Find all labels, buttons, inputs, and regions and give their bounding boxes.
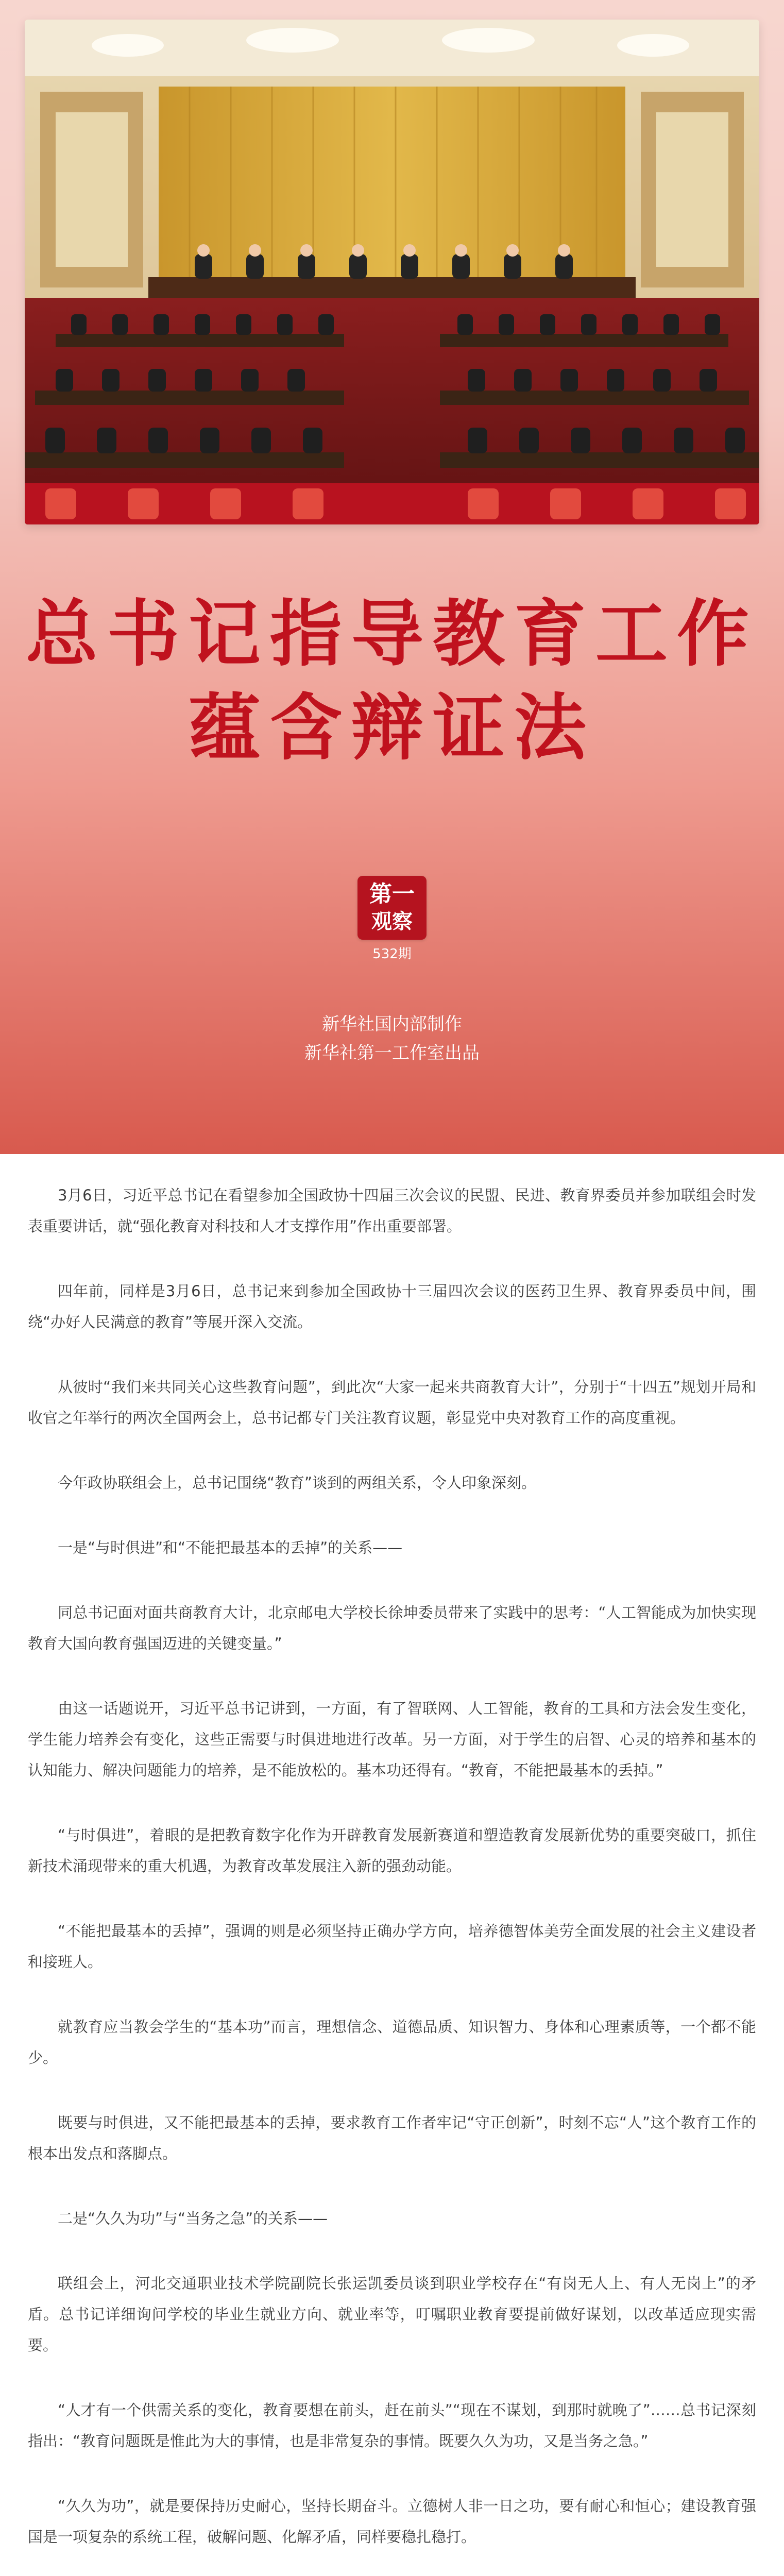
credit-line-1: 新华社国内部制作	[322, 1014, 462, 1035]
credits	[0, 1010, 784, 1067]
paragraph: 联组会上，河北交通职业技术学院副院长张运凯委员谈到职业学校存在“有岗无人上、有人无岗上”的矛盾。总书记详细询问学校的毕业生就业方向、就业率等，叮嘱职业教育要提前做好谋划，以改革适应现实需要。	[28, 2275, 756, 2354]
article-body	[28, 1180, 756, 2576]
meeting-photo	[25, 20, 759, 524]
paragraph: 由这一话题说开，习近平总书记讲到，一方面，有了智联网、人工智能，教育的工具和方法会发生变化，学生能力培养会有变化，这些正需要与时俱进地进行改革。另一方面，对于学生的启智、心灵的培养和基本的认知能力、解决问题能力的培养，是不能放松的。基本功还得有。“教育，不能把最基本的丢掉。”	[28, 1700, 756, 1779]
paragraph: 从彼时“我们来共同关心这些教育问题”，到此次“大家一起来共商教育大计”，分别于“十四五”规划开局和收官之年举行的两次全国两会上，总书记都专门关注教育议题，彰显党中央对教育工作的高度重视。	[28, 1378, 756, 1427]
section-heading: 一是“与时俱进”和“不能把最基本的丢掉”的关系——	[58, 1539, 403, 1556]
paragraph: 3月6日，习近平总书记在看望参加全国政协十四届三次会议的民盟、民进、教育界委员并参加联组会时发表重要讲话，就“强化教育对科技和人才支撑作用”作出重要部署。	[28, 1187, 756, 1235]
article-title	[0, 587, 784, 775]
badge-line-2: 观察	[371, 909, 413, 934]
badge-line-1: 第一	[369, 881, 415, 907]
title-line-2: 蕴含辩证法	[188, 686, 595, 770]
issue-number: 532期	[372, 946, 412, 962]
section-heading: 二是“久久为功”与“当务之急”的关系——	[58, 2210, 328, 2227]
title-line-1: 总书记指导教育工作	[25, 592, 758, 676]
column-badge	[357, 876, 427, 940]
paragraph: 今年政协联组会上，总书记围绕“教育”谈到的两组关系，令人印象深刻。	[58, 1474, 537, 1492]
paragraph: “与时俱进”，着眼的是把教育数字化作为开辟教育发展新赛道和塑造教育发展新优势的重要突破口，抓住新技术涌现带来的重大机遇，为教育改革发展注入新的强劲动能。	[28, 1826, 756, 1875]
paragraph: 就教育应当教会学生的“基本功”而言，理想信念、道德品质、知识智力、身体和心理素质等，一个都不能少。	[28, 2018, 756, 2066]
credit-line-2: 新华社第一工作室出品	[304, 1043, 480, 1063]
paragraph: 同总书记面对面共商教育大计，北京邮电大学校长徐坤委员带来了实践中的思考：“人工智能成为加快实现教育大国向教育强国迈进的关键变量。”	[28, 1604, 756, 1652]
paragraph: “人才有一个供需关系的变化，教育要想在前头，赶在前头”“现在不谋划，到那时就晚了”……总书记深刻指出：“教育问题既是惟此为大的事情，也是非常复杂的事情。既要久久为功，又是当务之急。”	[28, 2401, 756, 2450]
paragraph: “不能把最基本的丢掉”，强调的则是必须坚持正确办学方向，培养德智体美劳全面发展的社会主义建设者和接班人。	[28, 1922, 756, 1971]
paragraph: 四年前，同样是3月6日，总书记来到参加全国政协十三届四次会议的医药卫生界、教育界委员中间，围绕“办好人民满意的教育”等展开深入交流。	[28, 1282, 756, 1331]
paragraph: 既要与时俱进，又不能把最基本的丢掉，要求教育工作者牢记“守正创新”，时刻不忘“人”这个教育工作的根本出发点和落脚点。	[28, 2114, 756, 2162]
paragraph: “久久为功”，就是要保持历史耐心，坚持长期奋斗。立德树人非一日之功，要有耐心和恒心；建设教育强国是一项复杂的系统工程，破解问题、化解矛盾，同样要稳扎稳打。	[28, 2497, 756, 2546]
header-banner	[0, 0, 784, 1154]
